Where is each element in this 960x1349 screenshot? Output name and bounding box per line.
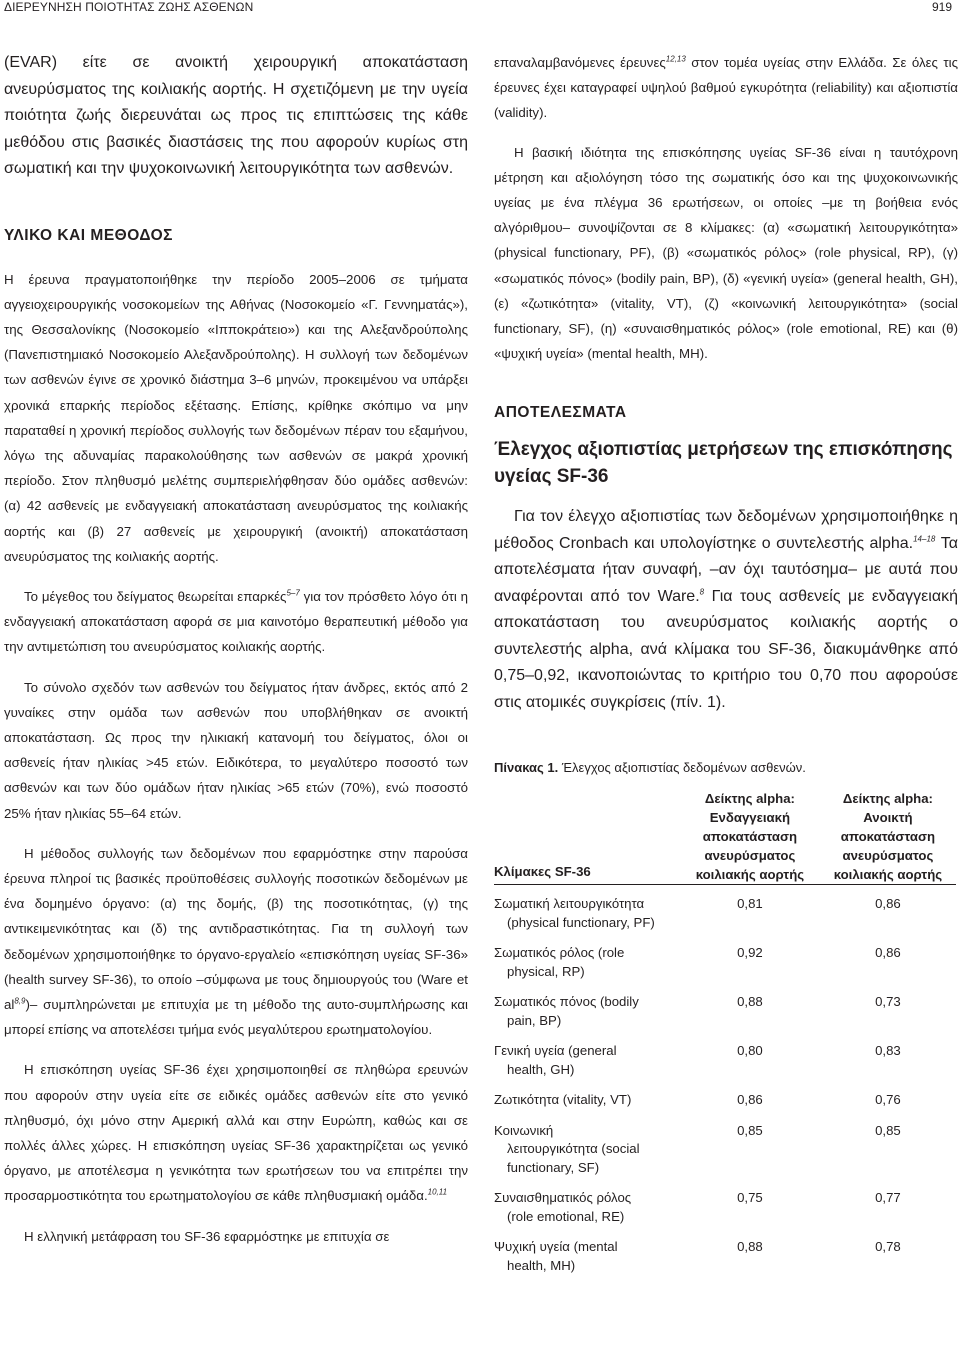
- methods-paragraph-1: Η έρευνα πραγματοποιήθηκε την περίοδο 2005–2006 σε τμήματα αγγειοχειρουργικής νοσοκομείων της Αθήνας (Νοσοκομείο «Γ. Γεννηματάς»), της Θεσσαλονίκης (Νοσοκομείο «Ιπποκράτειο») και της Αλεξανδρούπολης (Πανεπιστημιακό Νοσοκομείο Αλεξανδρούπολης). Η συλλογή των δεδομένων των ασθενών έγινε σε χρονικό διάστημα 3–6 μηνών, προκειμένου να υπάρξει χρονικά επαρκής περίοδος εξέτασης. Επίσης, κρίθηκε σκόπιμο να μην παραταθεί η χρονική περίοδος συλλογής των δεδομένων πέραν του εξαμήνου, λόγω της αδυναμίας παρακολούθησης των ασθενών σε μακρά χρονική περίοδο. Στον πληθυσμό μελέτης συμπεριελήφθησαν δύο ομάδες ασθενών: (α) 42 ασθενείς με ενδαγγειακή αποκατάσταση ανευρύσματος της κοιλιακής αορτής και (β) 27 ασθενείς με χειρουργική (ανοικτή) αποκατάσταση ανευρύσματος της κοιλιακής αορτής.: [4, 271, 468, 564]
- scale-label: [494, 1177, 680, 1226]
- alpha-open: 0,86: [875, 945, 901, 961]
- scale-label: [494, 981, 680, 1030]
- text-span: Η επισκόπηση υγείας SF-36 έχει χρησιμοποιηθεί σε πληθώρα ερευνών που αφορούν στην υγεία είτε σε ειδικές ομάδες ασθενών είτε στο γενικό πληθυσμό, όχι μόνο στην Αμερική αλλά και στην Ευρώπη, καθώς και σε πολλές άλλες χώρες. Η επισκόπηση υγείας SF-36 χαρακτηρίζεται ως γενικό όργανο, με αποτέλεσμα η γενικότητα των ερωτήσεων του να επιτρέπει την προσαρμοστικότητα του ερωτηματολογίου σε κάθε πληθυσμιακή ομάδα.: [4, 1062, 468, 1204]
- reference-sup: 12,13: [665, 54, 686, 64]
- alpha-endovascular: 0,88: [737, 994, 763, 1010]
- scale-label-line: Συναισθηματικός ρόλος: [494, 1190, 632, 1206]
- scale-label: [494, 885, 680, 933]
- table-row: [494, 981, 956, 1030]
- table-row: [494, 1226, 956, 1275]
- scale-label: [494, 1079, 680, 1110]
- table-row: [494, 1110, 956, 1178]
- table-caption-label: Πίνακας 1.: [494, 760, 559, 776]
- table-body: [494, 885, 956, 1276]
- reference-sup: 14–18: [913, 534, 936, 544]
- scale-label: [494, 932, 680, 981]
- header-open: Δείκτης alpha: Ανοικτή αποκατάσταση ανευρύσματος κοιλιακής αορτής: [833, 791, 943, 883]
- text-span: Η μέθοδος συλλογής των δεδομένων που εφαρμόστηκε στην παρούσα έρευνα πληροί τις βασικές προϋποθέσεις συλλογής ποσοτικών δεδομένων με ένα δομημένο όργανο: (α) της δομής, (β) της ποσοτικότητας, (γ) της αντικειμενικότητας και (δ) της αντιδραστικότητας. Για τη συλλογή των δεδομένων χρησιμοποιήθηκε το όργανο-εργαλείο «επισκόπηση υγείας SF-36» (health survey SF-36), το οποίο –σύμφωνα με τους δημιουργούς του (Ware et al: [4, 845, 468, 1012]
- scale-label-continuation: λειτουργικότητα (social functionary, SF): [507, 1141, 640, 1175]
- alpha-endovascular: 0,75: [737, 1190, 763, 1206]
- reference-sup: 5–7: [286, 588, 300, 598]
- alpha-open: 0,86: [875, 896, 901, 912]
- alpha-open: 0,78: [875, 1239, 901, 1255]
- methods-paragraph-2: [4, 584, 468, 660]
- alpha-endovascular: 0,92: [737, 945, 763, 961]
- table-row: [494, 1030, 956, 1079]
- methods-heading: ΥΛΙΚΟ ΚΑΙ ΜΕΘΟΔΟΣ: [4, 226, 173, 244]
- scale-label-continuation: pain, BP): [507, 1012, 562, 1028]
- scale-label: [494, 1030, 680, 1079]
- alpha-endovascular: 0,86: [737, 1092, 763, 1108]
- scale-label-line: Γενική υγεία (general: [494, 1043, 617, 1059]
- reference-sup: 10,11: [427, 1187, 448, 1197]
- scale-label-continuation: physical, RP): [507, 963, 585, 979]
- text-span: Για τον έλεγχο αξιοπιστίας των δεδομένων χρησιμοποιήθηκε η μέθοδος Cronbach και υπολογίστηκε ο συντελεστής alpha.: [494, 508, 958, 552]
- scale-label-line: Κοινωνική: [494, 1122, 554, 1138]
- text-span: )– συμπληρώνεται με επιτυχία με τη μέθοδο της αυτο-συμπλήρωσης και μπορεί επίσης να αποτελέσει τμήμα ενός μεγαλύτερου ερωτηματολογίου.: [4, 996, 468, 1038]
- page-number: 919: [931, 0, 952, 14]
- text-span: για τον πρόσθετο λόγο ότι η ενδαγγειακή αποκατάσταση αφορά σε μια καινοτόμο θεραπευτική μέθοδο για την αντιμετώπιση του ανευρύσματος κοιλιακής αορτής.: [4, 588, 468, 655]
- alpha-open: 0,73: [875, 994, 901, 1010]
- intro-paragraph: (EVAR) είτε σε ανοικτή χειρουργική αποκατάσταση ανευρύσματος της κοιλιακής αορτής. Η σχετιζόμενη με την υγεία ποιότητα ζωής διερευνάται ως προς τις επιπτώσεις της κάθε μεθόδου στις βασικές διαστάσεις της που αφορούν κυρίως στη σωματική και την ψυχοκοινωνική λειτουργικότητα των ασθενών.: [4, 54, 468, 177]
- alpha-open: 0,83: [875, 1043, 901, 1059]
- running-title: ΔΙΕΡΕΥΝΗΣΗ ΠΟΙΟΤΗΤΑΣ ΖΩΗΣ ΑΣΘΕΝΩΝ: [4, 0, 254, 14]
- methods-paragraph-4: [4, 841, 468, 1043]
- scale-label-line: Σωματική λειτουργικότητα: [494, 896, 645, 912]
- alpha-open: 0,76: [875, 1092, 901, 1108]
- right-column: [494, 50, 958, 1275]
- scale-label-continuation: health, MH): [507, 1257, 576, 1273]
- text-span: Για τους ασθενείς με ενδαγγειακή αποκατάσταση του ανευρύσματος κοιλιακής αορτής ο συντελεστής alpha, ανά κλίμακα του SF-36, διακυμάνθηκε από 0,75–0,92, ικανοποιώντας το κριτήριο του 0,70 που αφορούσε στις ατομικές συγκρίσεις (πίν. 1).: [494, 587, 959, 711]
- methods-paragraph-6: Η ελληνική μετάφραση του SF-36 εφαρμόστηκε με επιτυχία σε: [24, 1228, 390, 1244]
- alpha-open: 0,77: [875, 1190, 901, 1206]
- text-span: Το μέγεθος του δείγματος θεωρείται επαρκές: [24, 588, 287, 604]
- text-span: Τα αποτελέσματα ήταν συναφή, –αν όχι ταυτόσημα– με αυτά που αναφέρονται από τον Ware.: [494, 534, 958, 605]
- alpha-endovascular: 0,80: [737, 1043, 763, 1059]
- alpha-endovascular: 0,85: [737, 1122, 763, 1138]
- header-scales: Κλίμακες SF-36: [494, 864, 591, 880]
- alpha-open: 0,85: [875, 1122, 901, 1138]
- scale-label: [494, 1110, 680, 1178]
- table-caption: [494, 760, 958, 775]
- methods-paragraph-5: [4, 1057, 468, 1208]
- running-header: [0, 0, 960, 14]
- results-paragraph: [494, 504, 958, 716]
- results-heading: ΑΠΟΤΕΛΕΣΜΑΤΑ: [494, 404, 627, 422]
- scale-label-continuation: health, GH): [507, 1061, 575, 1077]
- left-column: [4, 50, 468, 1249]
- text-span: στον τομέα υγείας στην Ελλάδα. Σε όλες τις έρευνες έχει καταγραφεί υψηλού βαθμού εγκυρότητα (reliability) και αξιοπιστία (validity).: [494, 55, 958, 121]
- table-row: [494, 885, 956, 933]
- scale-label-continuation: (role emotional, RE): [507, 1208, 625, 1224]
- methods-paragraph-3: Το σύνολο σχεδόν των ασθενών του δείγματος ήταν άνδρες, εκτός από 2 γυναίκες στην ομάδα των ασθενών που υποβλήθηκαν σε ανοικτή αποκατάσταση. Ως προς την ηλικιακή κατανομή του δείγματος, όλοι οι ασθενείς ήταν ηλικίας >45 ετών. Ειδικότερα, το μεγαλύτερο ποσοστό των ασθενών και των δύο ομάδων ήταν ηλικίας >65 ετών (70%), ενώ ποσοστό 25% ήταν ηλικίας 55–64 ετών.: [4, 679, 468, 821]
- table-row: [494, 1079, 956, 1110]
- sf36-paragraph: Η βασική ιδιότητα της επισκόπησης υγείας SF-36 είναι η ταυτόχρονη μέτρηση και αξιολόγηση τόσο της σωματικής όσο και της ψυχοκοινωνικής υγείας με ένα πλέγμα 36 ερωτήσεων, οι οποίες –με τη βοήθεια ενός αλγόριθμου– συνοψίζονται σε 8 κλίμακες: (α) «σωματική λειτουργικότητα» (physical functionary, PF), (β) «σωματικός ρόλος» (role physical, RP), (γ) «σωματικός πόνος» (bodily pain, BP), (δ) «γενική υγεία» (general health, GH), (ε) «ζωτικότητα» (vitality, VT), (ζ) «κοινωνική λειτουργικότητα» (social functionary, SF), (η) «συναισθηματικός ρόλος» (role emotional, RE) και (θ) «ψυχική υγεία» (mental health, MH).: [494, 144, 958, 362]
- scale-label-line: Σωματικός ρόλος (role: [494, 945, 625, 961]
- header-endovascular: Δείκτης alpha: Ενδαγγειακή αποκατάσταση ανευρύσματος κοιλιακής αορτής: [695, 791, 805, 883]
- table-caption-text: Έλεγχος αξιοπιστίας δεδομένων ασθενών.: [558, 760, 806, 776]
- table-row: [494, 1177, 956, 1226]
- scale-label-continuation: (physical functionary, PF): [507, 914, 655, 930]
- scale-label-line: Ζωτικότητα (vitality, VT): [494, 1092, 632, 1108]
- continued-paragraph: [494, 50, 958, 126]
- reliability-subheading: Έλεγχος αξιοπιστίας μετρήσεων της επισκόπησης υγείας SF-36: [494, 439, 953, 488]
- scale-label-line: Ψυχική υγεία (mental: [494, 1239, 618, 1255]
- reliability-table: [494, 789, 956, 1275]
- alpha-endovascular: 0,88: [737, 1239, 763, 1255]
- table-header-row: [494, 789, 956, 885]
- text-span: επαναλαμβανόμενες έρευνες: [494, 55, 666, 70]
- alpha-endovascular: 0,81: [737, 896, 763, 912]
- reference-sup: 8: [699, 587, 705, 597]
- table-row: [494, 932, 956, 981]
- scale-label: [494, 1226, 680, 1275]
- reference-sup: 8,9: [14, 996, 26, 1006]
- scale-label-line: Σωματικός πόνος (bodily: [494, 994, 639, 1010]
